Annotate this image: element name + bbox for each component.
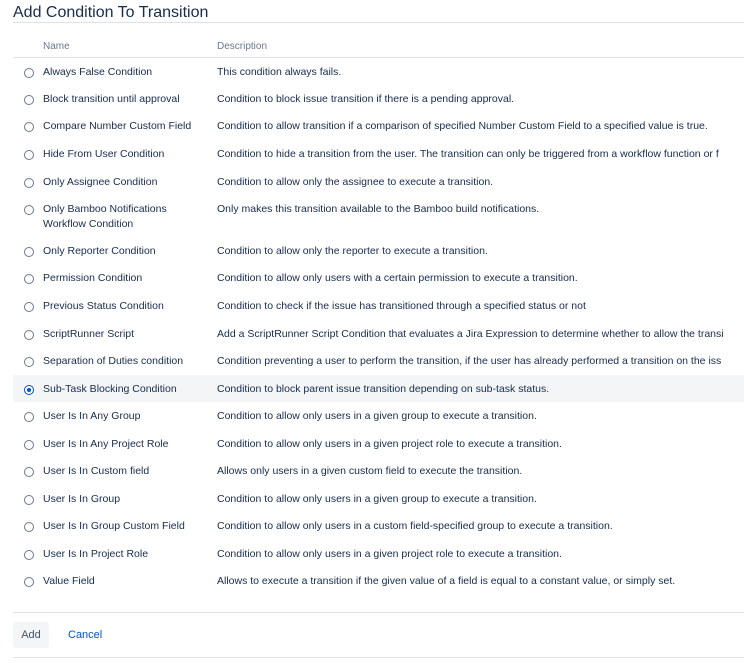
table-row[interactable] [13,402,744,430]
condition-radio[interactable] [24,122,34,132]
table-row[interactable] [13,375,744,402]
condition-radio[interactable] [24,467,34,477]
condition-name: Compare Number Custom Field [43,120,192,132]
dialog-title: Add Condition To Transition [13,4,209,21]
condition-name: User Is In Any Group [43,410,141,422]
table-row[interactable] [13,58,744,85]
table-row[interactable] [13,85,744,112]
condition-name: Separation of Duties condition [43,355,184,367]
condition-radio[interactable] [24,178,34,188]
title-divider [13,22,744,23]
condition-description: This condition always fails. [217,66,342,78]
condition-description: Condition to allow only users in a given project role to execute a transition. [217,548,562,560]
table-row[interactable] [13,140,744,168]
table-row[interactable] [13,512,744,540]
condition-description: Condition to allow only users with a certain permission to execute a transition. [217,272,578,284]
table-row[interactable] [13,168,744,195]
condition-description: Condition to allow only the assignee to execute a transition. [217,176,494,188]
condition-description: Add a ScriptRunner Script Condition that evaluates a Jira Expression to determine whether to allow the transi [217,328,724,340]
condition-radio[interactable] [24,550,34,560]
condition-name: Hide From User Condition [43,148,165,160]
condition-radio[interactable] [24,385,34,395]
condition-description: Condition to allow only users in a given group to execute a transition. [217,410,537,422]
table-row[interactable] [13,430,744,457]
condition-radio[interactable] [24,247,34,257]
column-header-name: Name [43,41,70,52]
table-row[interactable] [13,457,744,485]
condition-name: Value Field [43,575,95,587]
table-row[interactable] [13,112,744,140]
condition-description: Condition preventing a user to perform the transition, if the user has already performed a transition on the iss [217,355,722,367]
condition-description: Condition to allow only users in a given project role to execute a transition. [217,438,562,450]
table-row[interactable] [13,320,744,347]
condition-description: Condition to check if the issue has transitioned through a specified status or not [217,300,586,312]
condition-radio[interactable] [24,150,34,160]
conditions-table [13,36,744,595]
condition-description: Condition to allow only users in a given group to execute a transition. [217,493,537,505]
table-divider [13,612,744,613]
condition-name: User Is In Any Project Role [43,438,169,450]
condition-name: Block transition until approval [43,93,180,105]
condition-description: Condition to allow only the reporter to execute a transition. [217,245,488,257]
condition-name: Sub-Task Blocking Condition [43,383,177,395]
condition-radio[interactable] [24,274,34,284]
table-row[interactable] [13,347,744,375]
condition-name: Only Reporter Condition [43,245,156,257]
table-row[interactable] [13,264,744,292]
footer-divider [13,657,744,658]
condition-radio[interactable] [24,330,34,340]
condition-name: Previous Status Condition [43,300,164,312]
condition-name: Always False Condition [43,66,153,78]
condition-name: User Is In Group Custom Field [43,520,185,532]
condition-description: Condition to block issue transition if there is a pending approval. [217,93,515,105]
condition-name: User Is In Group [43,493,121,505]
condition-radio[interactable] [24,495,34,505]
condition-radio[interactable] [24,522,34,532]
cancel-button[interactable]: Cancel [68,629,103,641]
condition-description: Condition to block parent issue transition depending on sub-task status. [217,383,550,395]
condition-radio[interactable] [24,302,34,312]
table-row[interactable] [13,485,744,512]
table-row[interactable] [13,292,744,320]
condition-radio[interactable] [24,577,34,587]
condition-name: Permission Condition [43,272,143,284]
condition-name: Only Bamboo Notifications Workflow Condition [43,203,167,230]
condition-description: Condition to hide a transition from the user. The transition can only be triggered from a workflow function or f [217,148,719,160]
table-body [13,58,744,595]
condition-description: Allows to execute a transition if the given value of a field is equal to a constant value, or simply set. [217,575,676,587]
condition-name: User Is In Project Role [43,548,149,560]
condition-radio[interactable] [24,440,34,450]
table-row[interactable] [13,195,744,237]
condition-radio[interactable] [24,205,34,215]
column-header-description: Description [217,41,268,52]
condition-description: Condition to allow only users in a custom field-specified group to execute a transition. [217,520,613,532]
table-row[interactable] [13,567,744,595]
condition-radio[interactable] [24,357,34,367]
add-button[interactable]: Add [13,622,49,648]
condition-name: Only Assignee Condition [43,176,158,188]
condition-radio[interactable] [24,68,34,78]
condition-description: Allows only users in a given custom field to execute the transition. [217,465,523,477]
condition-description: Condition to allow transition if a comparison of specified Number Custom Field to a specified value is true. [217,120,708,132]
condition-radio[interactable] [24,95,34,105]
condition-name: ScriptRunner Script [43,328,135,340]
table-row[interactable] [13,237,744,264]
condition-description: Only makes this transition available to the Bamboo build notifications. [217,203,540,215]
condition-radio[interactable] [24,412,34,422]
table-header [13,36,744,58]
condition-name: User Is In Custom field [43,465,150,477]
table-row[interactable] [13,540,744,567]
